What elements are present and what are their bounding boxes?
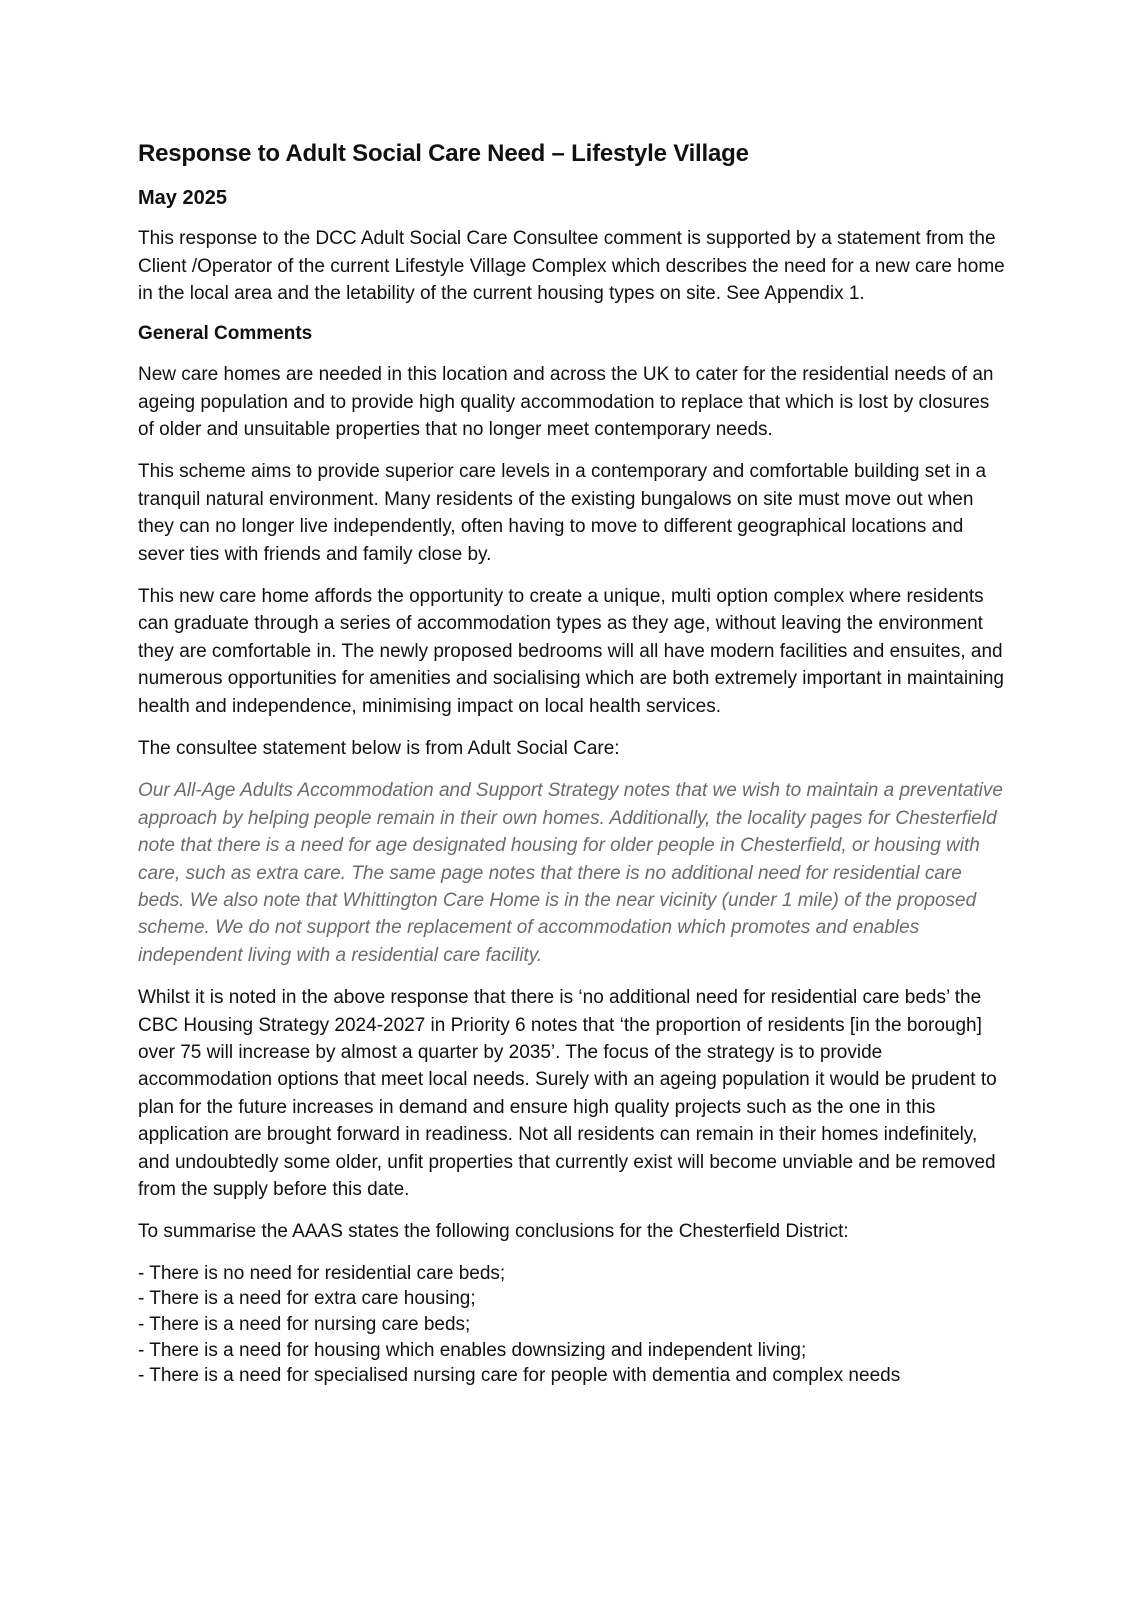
document-date: May 2025: [138, 187, 227, 210]
list-item: - There is no need for residential care beds;: [138, 1262, 506, 1284]
list-item: - There is a need for housing which enables downsizing and independent living;: [138, 1339, 807, 1361]
list-item: - There is a need for extra care housing;: [138, 1288, 476, 1310]
paragraph-opportunity: This new care home affords the opportunity to create a unique, multi option complex where residents can graduate through a series of accommodation types as they age, without leaving the environment they are comfortable in. The newly proposed bedrooms will all have modern facilities and ensuites, and numerous opportunities for amenities and socialising which are both extremely important in maintaining health and independence, minimising impact on local health services.: [138, 585, 1005, 717]
paragraph-scheme: This scheme aims to provide superior care levels in a contemporary and comfortable building set in a tranquil natural environment. Many residents of the existing bungalows on site must move out when they can no longer live independently, often having to move to different geographical locations and sever ties with friends and family close by.: [138, 461, 987, 565]
consultee-quote: Our All-Age Adults Accommodation and Support Strategy notes that we wish to maintain a preventative approach by helping people remain in their own homes. Additionally, the locality pages for Chesterfield note that there is a need for age designated housing for older people in Chesterfield, or housing with care, such as extra care. The same page notes that there is no additional need for residential care beds. We also note that Whittington Care Home is in the near vicinity (under 1 mile) of the proposed scheme. We do not support the replacement of accommodation which promotes and enables independent living with a residential care facility.: [138, 780, 1003, 966]
paragraph-need: New care homes are needed in this location and across the UK to cater for the residential needs of an ageing population and to provide high quality accommodation to replace that which is lost by closures of older and unsuitable properties that no longer meet contemporary needs.: [138, 364, 994, 440]
list-item: - There is a need for specialised nursing care for people with dementia and complex needs: [138, 1365, 901, 1387]
paragraph-consultee-intro: The consultee statement below is from Adult Social Care:: [138, 737, 620, 759]
section-heading: General Comments: [138, 323, 313, 345]
document-title: Response to Adult Social Care Need – Lifestyle Village: [138, 140, 749, 167]
list-item: - There is a need for nursing care beds;: [138, 1314, 471, 1336]
summary-intro: To summarise the AAAS states the following conclusions for the Chesterfield District:: [138, 1221, 849, 1243]
intro-paragraph: This response to the DCC Adult Social Care Consultee comment is supported by a statement from the Client /Operator of the current Lifestyle Village Complex which describes the need for a new care home in the local area and the letability of the current housing types on site. See Appendix 1.: [138, 228, 1005, 304]
response-paragraph: Whilst it is noted in the above response that there is ‘no additional need for residential care beds’ the CBC Housing Strategy 2024-2027 in Priority 6 notes that ‘the proportion of residents [in the borough] over 75 will increase by almost a quarter by 2035’. The focus of the strategy is to provide accommodation options that meet local needs. Surely with an ageing population it would be prudent to plan for the future increases in demand and ensure high quality projects such as the one in this application are brought forward in readiness. Not all residents can remain in their homes indefinitely, and undoubtedly some older, unfit properties that currently exist will become unviable and be removed from the supply before this date.: [138, 987, 997, 1201]
conclusions-list: [138, 1261, 1008, 1389]
document-page: [138, 128, 1008, 1389]
